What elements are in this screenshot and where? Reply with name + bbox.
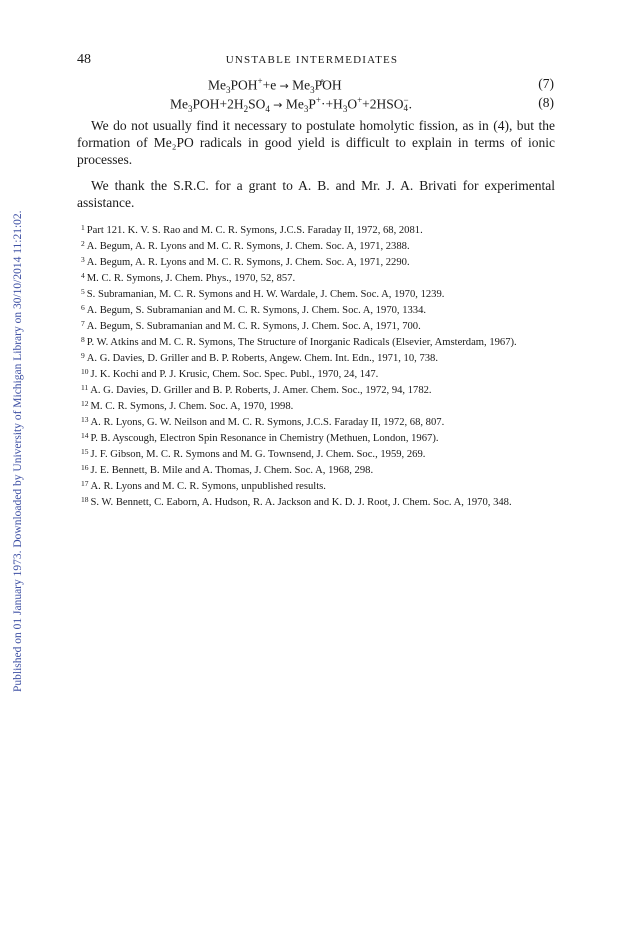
reference-item: $^{10}$ J. K. Kochi and P. J. Krusic, Chem. Soc. Spec. Publ., 1970, 24, 147. [81,367,379,380]
reference-item: $^{13}$ A. R. Lyons, G. W. Neilson and M. C. R. Symons, J.C.S. Faraday II, 1972, 68, 807. [81,415,445,428]
reference-item: $^2$ A. Begum, A. R. Lyons and M. C. R. Symons, J. Chem. Soc. A, 1971, 2388. [81,239,410,252]
running-title: UNSTABLE INTERMEDIATES [225,54,399,66]
reference-item: $^{16}$ J. E. Bennett, B. Mile and A. Thomas, J. Chem. Soc. A, 1968, 298. [81,463,374,476]
reference-item: $^{14}$ P. B. Ayscough, Electron Spin Resonance in Chemistry (Methuen, London, 1967). [81,431,439,444]
reference-item: $^8$ P. W. Atkins and M. C. R. Symons, The Structure of Inorganic Radicals (Elsevier, Amsterdam, 1967). [81,335,517,348]
reference-item: $^{11}$ A. G. Davies, D. Griller and B. P. Roberts, J. Amer. Chem. Soc., 1972, 94, 1782. [81,383,432,396]
reference-item: $^3$ A. Begum, A. R. Lyons and M. C. R. Symons, J. Chem. Soc. A, 1971, 2290. [81,255,410,268]
paragraph-text: We do not usually find it necessary to postulate homolytic fission, as in (4), but the formation of Me₂PO radicals in good yield is difficult to explain in terms of ionic processes. [77,118,555,167]
reference-item: $^{12}$ M. C. R. Symons, J. Chem. Soc. A, 1970, 1998. [81,399,294,412]
reference-item: $^1$ Part 121. K. V. S. Rao and M. C. R. Symons, J.C.S. Faraday II, 1972, 68, 2081. [81,223,423,236]
reference-item: $^{15}$ J. F. Gibson, M. C. R. Symons and M. G. Townsend, J. Chem. Soc., 1959, 269. [81,447,426,460]
reference-item: $^6$ A. Begum, S. Subramanian and M. C. R. Symons, J. Chem. Soc. A, 1970, 1334. [81,303,427,316]
equation-7-number: (7) [538,76,554,91]
reference-item: $^7$ A. Begum, S. Subramanian and M. C. R. Symons, J. Chem. Soc. A, 1971, 700. [81,319,421,332]
reference-item: $^9$ A. G. Davies, D. Griller and B. P. Roberts, Angew. Chem. Int. Edn., 1971, 10, 738. [81,351,438,364]
equation-7: $Me_3POH^++e$ → $Me_3P̊OH$ [208,76,342,96]
body-paragraph [77,117,555,168]
acknowledgement-paragraph [77,177,555,211]
equation-8-number: (8) [538,95,554,110]
watermark-text: Published on 01 January 1973. Downloaded by University of Michigan Library on 30/10/2014 11:21:02. [12,210,24,692]
reference-item: $^4$ M. C. R. Symons, J. Chem. Phys., 1970, 52, 857. [81,271,296,284]
publication-watermark [0,0,24,936]
page-number: 48 [77,52,91,67]
equation-8: $Me_3POH+2H_2SO_4 \to Me_3P^+\cdot+H_3O^++2HSO$ − 4 . [170,94,412,115]
reference-list [81,221,555,509]
reference-item: $^5$ S. Subramanian, M. C. R. Symons and H. W. Wardale, J. Chem. Soc. A, 1970, 1239. [81,287,445,300]
paragraph-text: We thank the S.R.C. for a grant to A. B. and Mr. J. A. Brivati for experimental assistance. [77,178,555,210]
reference-item: $^{17}$ A. R. Lyons and M. C. R. Symons, unpublished results. [81,479,326,492]
reference-item: $^{18}$ S. W. Bennett, C. Eaborn, A. Hudson, R. A. Jackson and K. D. J. Root, J. Chem. Soc. A, 1970, 348. [81,495,512,508]
